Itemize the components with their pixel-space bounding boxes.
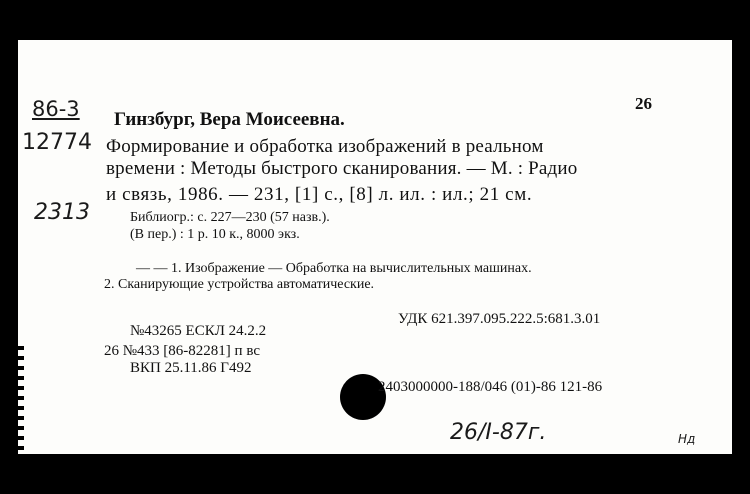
call-number-line2: 12774	[22, 130, 92, 155]
bibliography-note: Библиогр.: с. 227—230 (57 назв.).	[130, 210, 330, 225]
call-number-line1: 86-3	[32, 97, 80, 121]
registration-line-2: 26 №433 [86-82281] п вс	[104, 343, 260, 359]
title-line-1: Формирование и обработка изображений в реальном	[106, 136, 544, 157]
title-line-3: и связь, 1986. — 231, [1] с., [8] л. ил. : ил.; 21 см.	[106, 184, 533, 205]
price-note: (В пер.) : 1 р. 10 к., 8000 экз.	[130, 227, 300, 242]
title-line-2: времени : Методы быстрого сканирования. — М. : Радио	[106, 158, 578, 179]
handwritten-initials: Нд	[678, 432, 696, 446]
corner-number: 26	[635, 94, 652, 113]
author-heading: Гинзбург, Вера Моисеевна.	[114, 109, 345, 130]
registration-line-3: ВКП 25.11.86 Г492	[130, 360, 252, 376]
subject-heading-2: 2. Сканирующие устройства автоматические.	[104, 277, 375, 292]
catalog-card	[18, 40, 732, 454]
handwritten-date: 26/I-87г.	[450, 420, 547, 445]
card-edge-perforation	[18, 340, 24, 450]
isbn-code: 2403000000-188/046 (01)-86 121-86	[378, 379, 603, 395]
margin-handwritten-note: 2313	[34, 200, 90, 225]
subject-heading-1: — — 1. Изображение — Обработка на вычислительных машинах.	[136, 261, 532, 276]
registration-line-1: №43265 ЕСКЛ 24.2.2	[130, 323, 267, 339]
udk-classification: УДК 621.397.095.222.5:681.3.01	[398, 311, 601, 327]
